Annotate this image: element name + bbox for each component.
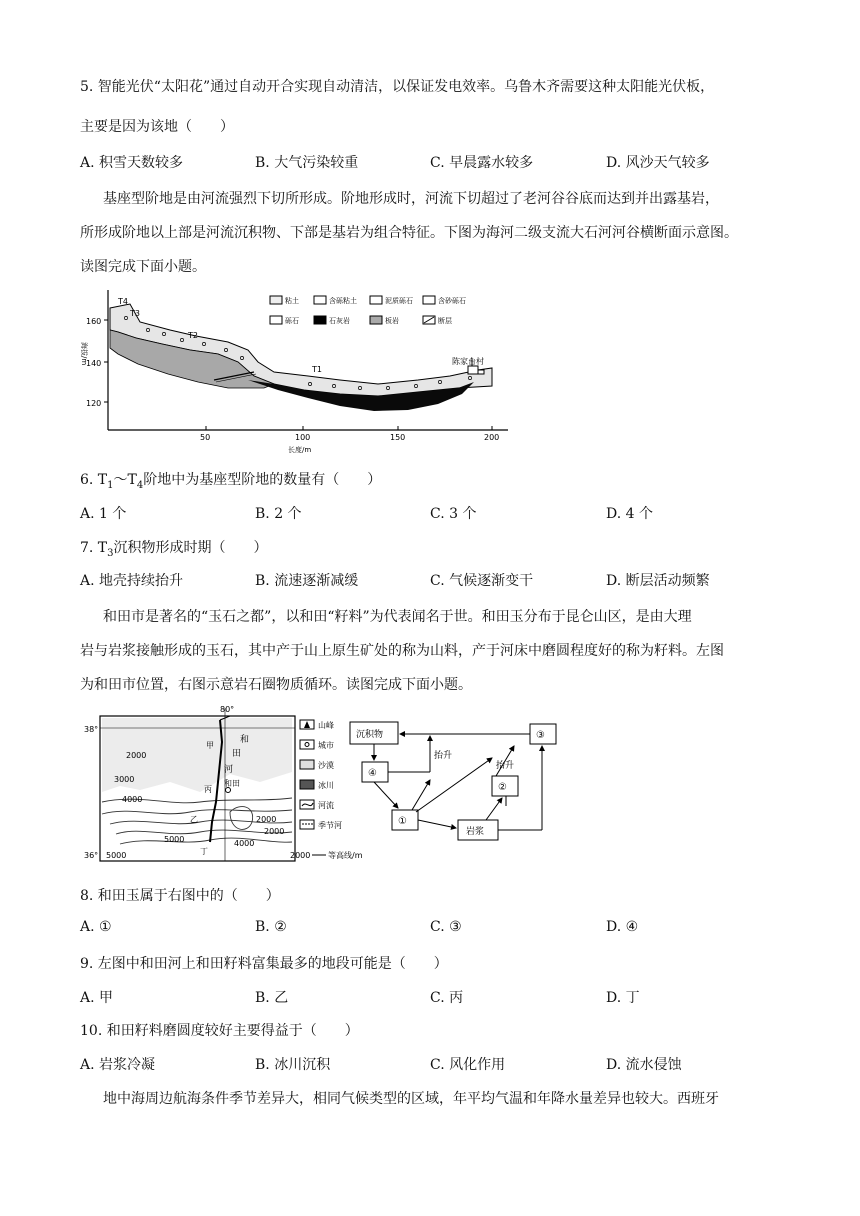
- legend-fault: 断层: [438, 317, 452, 325]
- passage1-line1: 基座型阶地是由河流强烈下切所形成。阶地形成时，河流下切超过了老河谷谷底而达到并出露基岩，: [103, 191, 719, 207]
- q6-option-d[interactable]: D. 4 个: [606, 506, 653, 522]
- passage3-line1: 地中海周边航海条件季节差异大，相同气候类型的区域，年平均气温和年降水量差异也较大。西班牙: [103, 1091, 719, 1107]
- q6-stem: 6. $T_1\sim T_4$阶地中为基座型阶地的数量有（ ）: [80, 472, 382, 491]
- figure1-legend: [270, 296, 466, 325]
- legend-glacier: 冰川: [318, 781, 334, 790]
- q5-stem-line1: 5. 智能光伏“太阳花”通过自动开合实现自动清洁，以保证发电效率。乌鲁木齐需要这种太阳能光伏板，: [80, 79, 715, 95]
- q5-option-d[interactable]: D. 风沙天气较多: [606, 155, 710, 171]
- hotan-location-map: [80, 702, 370, 872]
- yaxis-label: 海拔/m: [80, 342, 88, 366]
- q8-option-d[interactable]: D. ④: [606, 919, 639, 935]
- q9-options: [80, 987, 780, 1007]
- city-hotan-label: 和田: [224, 779, 240, 788]
- legend-city: 城市: [318, 741, 334, 750]
- lat-38-label: 38°: [84, 725, 99, 734]
- legend-desert: 沙漠: [318, 761, 334, 770]
- q10-stem: 10. 和田籽料磨圆度较好主要得益于（ ）: [80, 1023, 359, 1039]
- q6-option-b[interactable]: B. 2 个: [255, 506, 302, 522]
- river-char-2: 田: [232, 749, 242, 759]
- q5-option-c[interactable]: C. 早晨露水较多: [430, 155, 534, 171]
- passage2-line1: 和田市是著名的“玉石之都”，以和田“籽料”为代表闻名于世。和田玉分布于昆仑山区，是由大理: [103, 609, 692, 625]
- xtick-150: 150: [390, 433, 406, 442]
- q8-option-a[interactable]: A. ①: [80, 919, 112, 935]
- svg-text:②: ②: [498, 782, 507, 793]
- legend-slate: 板岩: [385, 317, 399, 325]
- valley-cross-section-figure: [78, 284, 518, 456]
- q9-option-a[interactable]: A. 甲: [80, 990, 114, 1006]
- contour-3000: 3000: [114, 775, 135, 784]
- legend-sandy-gravel: 含砂砾石: [438, 297, 466, 305]
- q9-option-c[interactable]: C. 丙: [430, 990, 464, 1006]
- q10-options: [80, 1054, 780, 1074]
- legend-contour: 等高线/m: [328, 851, 363, 860]
- q10-option-b[interactable]: B. 冰川沉积: [255, 1057, 331, 1073]
- contour-4000-a: 4000: [122, 795, 143, 804]
- q7-stem: 7. $T_3$沉积物形成时期（ ）: [80, 540, 268, 559]
- q6-option-a[interactable]: A. 1 个: [80, 506, 127, 522]
- contour-2000-c: 2000: [264, 827, 285, 836]
- rock-cycle-diagram: [346, 718, 566, 848]
- svg-text:③: ③: [536, 730, 545, 741]
- contour-5000-a: 5000: [164, 835, 185, 844]
- q10-option-a[interactable]: A. 岩浆冷凝: [80, 1057, 156, 1073]
- legend-peak: 山峰: [318, 721, 334, 730]
- legend-muddy-gravel: 泥质砾石: [385, 297, 413, 305]
- q8-options: [80, 919, 780, 939]
- q5-options: [80, 152, 780, 172]
- legend-contour-value: 2000: [290, 851, 311, 860]
- place-bing: 丙: [204, 785, 212, 794]
- uplift-label-2: 抬升: [496, 761, 515, 771]
- q7-options: [80, 570, 780, 590]
- contour-5000-b: 5000: [106, 851, 127, 860]
- river-char-3: 河: [224, 765, 234, 775]
- uplift-label-1: 抬升: [434, 751, 453, 761]
- q5-option-a[interactable]: A. 积雪天数较多: [80, 155, 184, 171]
- legend-gravelly-clay: 含砾粘土: [329, 297, 357, 305]
- terrace-t4-label: T4: [118, 297, 128, 306]
- q9-stem: 9. 左图中和田河上和田籽料富集最多的地段可能是（ ）: [80, 956, 448, 972]
- legend-seasonal-river: 季节河: [318, 821, 342, 830]
- ytick-140: 140: [86, 359, 102, 368]
- q9-option-d[interactable]: D. 丁: [606, 990, 640, 1006]
- passage1-line3: 读图完成下面小题。: [80, 259, 206, 275]
- contour-2000-a: 2000: [126, 751, 147, 760]
- q6-option-c[interactable]: C. 3 个: [430, 506, 477, 522]
- city-marker-icon: [226, 788, 231, 793]
- contour-4000-b: 4000: [234, 839, 255, 848]
- place-jia: 甲: [206, 741, 214, 750]
- q6-options: [80, 503, 780, 523]
- passage2-line3: 为和田市位置，右图示意岩石圈物质循环。读图完成下面小题。: [80, 677, 472, 693]
- terrace-t3-label: T3: [130, 309, 140, 318]
- passage2-line2: 岩与岩浆接触形成的玉石，其中产于山上原生矿处的称为山料，产于河床中磨圆程度好的称为籽料。左图: [80, 643, 724, 659]
- river-char-1: 和: [240, 735, 250, 745]
- q8-stem: 8. 和田玉属于右图中的（ ）: [80, 888, 280, 904]
- terrace-t2-label: T2: [188, 331, 198, 340]
- xaxis-label: 长度/m: [288, 446, 312, 454]
- ytick-160: 160: [86, 317, 102, 326]
- q9-option-b[interactable]: B. 乙: [255, 990, 289, 1006]
- q7-option-c[interactable]: C. 气候逐渐变干: [430, 573, 534, 589]
- legend-clay: 粘土: [285, 297, 299, 305]
- contour-2000-b: 2000: [256, 815, 277, 824]
- svg-text:④: ④: [368, 768, 377, 779]
- q10-option-c[interactable]: C. 风化作用: [430, 1057, 506, 1073]
- q7-option-a[interactable]: A. 地壳持续抬升: [80, 573, 184, 589]
- q5-option-b[interactable]: B. 大气污染较重: [255, 155, 359, 171]
- lat-36-label: 36°: [84, 851, 99, 860]
- place-yi: 乙: [190, 815, 198, 824]
- q8-option-c[interactable]: C. ③: [430, 919, 462, 935]
- svg-text:沉积物: 沉积物: [356, 730, 384, 740]
- place-ding: 丁: [200, 847, 208, 856]
- legend-river: 河流: [318, 801, 334, 810]
- svg-text:岩浆: 岩浆: [466, 827, 485, 837]
- village-label: 陈家台村: [452, 357, 484, 366]
- q7-option-b[interactable]: B. 流速逐渐减缓: [255, 573, 359, 589]
- ytick-120: 120: [86, 399, 102, 408]
- svg-text:①: ①: [398, 816, 407, 827]
- q8-option-b[interactable]: B. ②: [255, 919, 287, 935]
- xtick-50: 50: [200, 433, 211, 442]
- legend-gravel: 砾石: [285, 317, 299, 325]
- xtick-100: 100: [295, 433, 311, 442]
- xtick-200: 200: [484, 433, 500, 442]
- terrace-t1-label: T1: [312, 365, 322, 374]
- legend-limestone: 石灰岩: [329, 317, 350, 325]
- lon-80-label: 80°: [220, 705, 235, 714]
- passage1-line2: 所形成阶地以上部是河流沉积物、下部是基岩为组合特征。下图为海河二级支流大石河河谷横断面示意图。: [80, 225, 738, 241]
- q10-option-d[interactable]: D. 流水侵蚀: [606, 1057, 682, 1073]
- q5-stem-line2: 主要是因为该地（ ）: [80, 119, 234, 135]
- q7-option-d[interactable]: D. 断层活动频繁: [606, 573, 710, 589]
